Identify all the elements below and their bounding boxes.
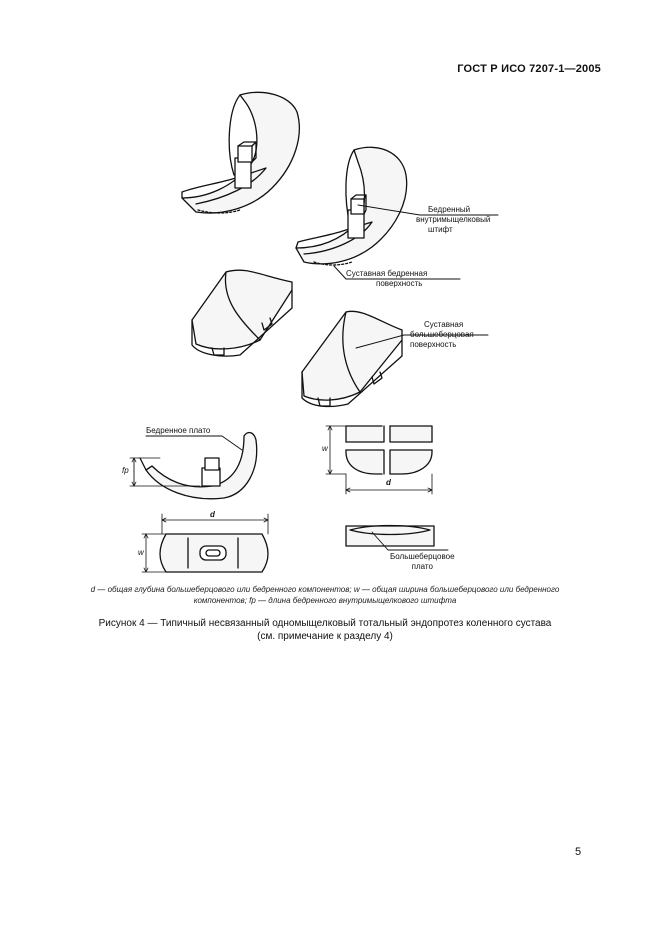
tibial-component-1 [192, 270, 292, 356]
standard-header: ГОСТ Р ИСО 7207-1—2005 [457, 63, 601, 75]
dim-w-left: w [138, 548, 144, 557]
label-femoral-surface-line1: Суставная бедренная [346, 269, 428, 278]
label-tibial-surface-line1: Суставная [424, 320, 464, 329]
figure-note-line1: d — общая глубина большеберцового или бедренного компонентов; w — общая ширина большеберцового или бедренного [90, 585, 560, 594]
dim-d-left: d [210, 510, 215, 519]
tibial-component-2 [302, 311, 402, 406]
femoral-top-view [142, 514, 268, 572]
label-femoral-surface-line2: поверхность [376, 279, 423, 288]
label-tibial-surface [410, 320, 474, 350]
label-tibial-plate-line1: Большеберцовое [390, 552, 455, 561]
tibial-top-view [326, 426, 432, 494]
figure-caption [60, 617, 590, 643]
dim-fp: fp [122, 466, 129, 475]
femoral-component-2 [296, 147, 407, 265]
figure-note-line2: компонентов; fp — длина бедренного внутримыщелкового штифта [193, 596, 457, 605]
page-number: 5 [575, 846, 582, 858]
label-femoral-surface [346, 269, 427, 289]
figure-caption-line2: (см. примечание к разделу 4) [257, 631, 393, 642]
label-femoral-peg [416, 205, 491, 235]
dim-d-right: d [386, 478, 391, 487]
femoral-side-view [130, 433, 257, 499]
label-femoral-peg-line2: внутримыщелковый [416, 215, 491, 224]
label-tibial-surface-line2: большеберцовая [410, 330, 474, 339]
label-tibial-surface-line3: поверхность [410, 340, 457, 349]
figure-caption-line1: Рисунок 4 — Типичный несвязанный одномыщелковый тотальный эндопротез коленного сустава [98, 618, 552, 629]
label-femoral-peg-line1: Бедренный [428, 205, 471, 214]
label-tibial-plate-line2: плато [411, 562, 433, 571]
femoral-component-1 [182, 92, 299, 213]
tibial-side-view [346, 526, 448, 551]
label-tibial-plate [390, 552, 455, 572]
label-femoral-plate: Бедренное плато [146, 426, 211, 435]
figure-notes [60, 584, 590, 606]
label-femoral-peg-line3: штифт [428, 225, 453, 234]
dim-w-right: w [322, 444, 328, 453]
